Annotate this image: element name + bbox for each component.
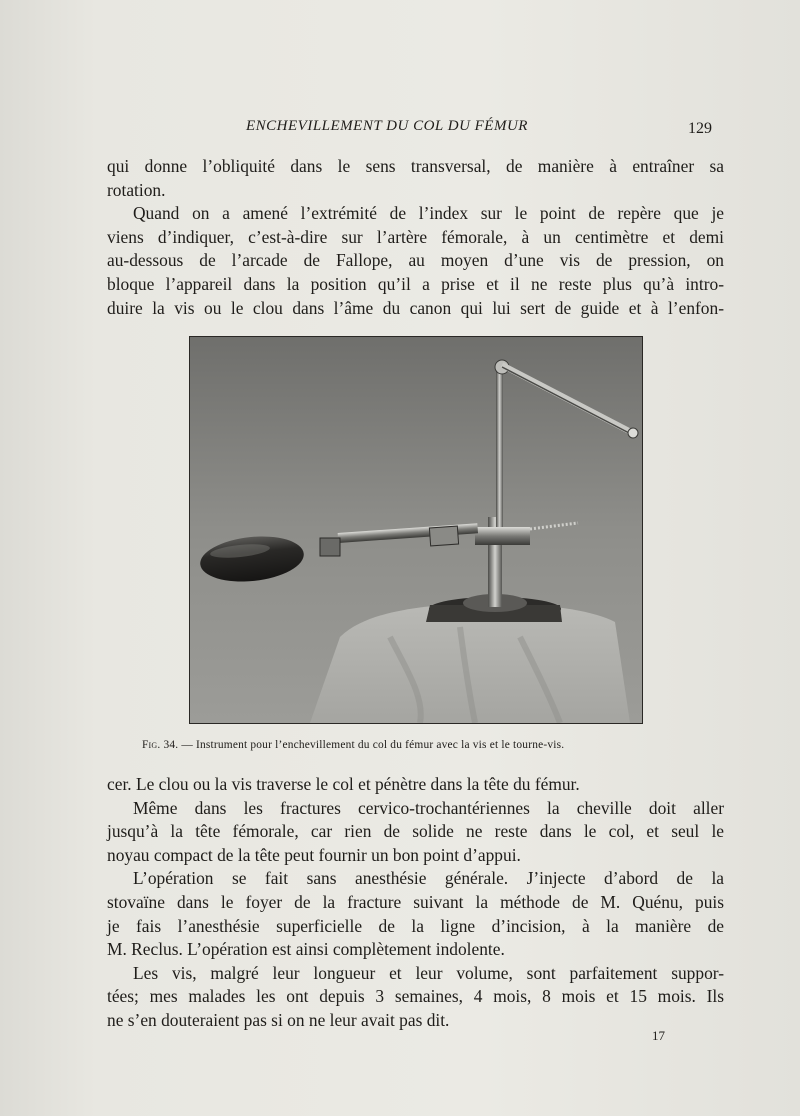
text-line: tées; mes malades les ont depuis 3 semaines, 4 mois, 8 mois et 15 mois. Ils	[107, 986, 724, 1007]
vertical-rod	[496, 369, 503, 539]
text-line: duire la vis ou le clou dans l’âme du canon qui lui sert de guide et à l’enfon-	[107, 297, 724, 318]
figure-caption-text: — Instrument pour l’enchevillement du col du fémur avec la vis et le tourne-vis.	[178, 739, 565, 751]
text-line: ne s’en douteraient pas si on ne leur avait pas dit.	[107, 1009, 450, 1030]
figure-label: Fig. 34.	[142, 739, 179, 751]
text-line: M. Reclus. L’opération est ainsi complètement indolente.	[107, 939, 505, 960]
text-line: viens d’indiquer, c’est-à-dire sur l’artère fémorale, à un centimètre et demi	[107, 226, 724, 247]
text-line: rotation.	[107, 179, 166, 200]
text-block-top	[107, 155, 724, 320]
text-line: stovaïne dans le foyer de la fracture suivant la méthode de M. Quénu, puis	[107, 891, 724, 912]
page-number: 129	[688, 120, 712, 137]
text-line: cer. Le clou ou la vis traverse le col et pénètre dans la tête du fémur.	[107, 774, 580, 794]
text-block-bottom	[107, 773, 724, 1033]
text-line: bloque l’appareil dans la position qu’il a prise et il ne reste plus qu’à intro-	[107, 273, 724, 294]
text-line: L’opération se fait sans anesthésie générale. J’injecte d’abord de la	[133, 868, 724, 889]
running-title: ENCHEVILLEMENT DU COL DU FÉMUR	[246, 118, 528, 134]
text-line: Même dans les fractures cervico-trochantériennes la cheville doit aller	[133, 797, 724, 818]
text-line: Les vis, malgré leur longueur et leur volume, sont parfaitement suppor-	[133, 962, 724, 983]
text-line: jusqu’à la tête fémorale, car rien de solide ne reste dans le col, et seul le	[107, 821, 724, 842]
figure-photograph	[189, 336, 643, 724]
text-line: je fais l’anesthésie superficielle de la ligne d’incision, à la manière de	[107, 915, 724, 936]
instrument-illustration	[190, 337, 642, 723]
text-line: noyau compact de la tête peut fournir un bon point d’appui.	[107, 844, 521, 865]
page-header	[0, 118, 800, 142]
text-line: qui donne l’obliquité dans le sens transversal, de manière à entraîner sa	[107, 156, 724, 176]
figure-caption	[142, 739, 702, 751]
text-line: Quand on a amené l’extrémité de l’index sur le point de repère que je	[133, 203, 724, 224]
signature-mark: 17	[652, 1028, 665, 1043]
text-line: au-dessous de l’arcade de Fallope, au moyen d’une vis de pression, on	[107, 250, 724, 271]
guide-canon	[475, 527, 530, 545]
